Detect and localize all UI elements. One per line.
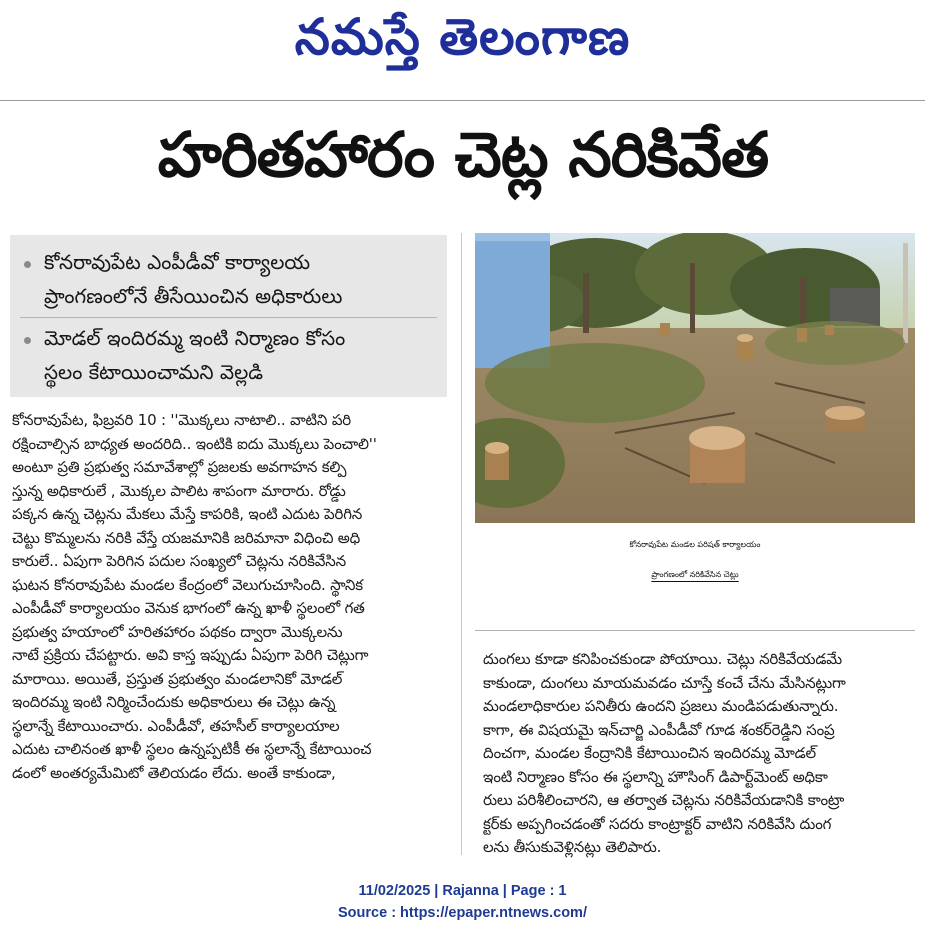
- headline-text: హరితహారం చెట్ల నరికివేత: [157, 118, 769, 191]
- summary-box: [10, 235, 447, 397]
- article-line: పక్కన ఉన్న చెట్లను మేకలు మేస్తే కాపరికి, ఇంటి ఎదుట పెరిగిన: [12, 505, 363, 523]
- summary-line: మోడల్ ఇందిరమ్మ ఇంటి నిర్మాణం కోసం: [44, 326, 346, 350]
- article-line: ఇంటి నిర్మాణం కోసం ఈ స్థలాన్ని హౌసింగ్ డిపార్ట్‌మెంట్ అధికా: [483, 767, 828, 786]
- column-divider: [461, 233, 462, 855]
- summary-line: ప్రాంగణంలోనే తీసేయించిన అధికారులు: [44, 284, 343, 308]
- article-line: లను తీసుకువెళ్లినట్లు తెలిపారు.: [483, 838, 662, 856]
- summary-line: స్థలం కేటాయించామని వెల్లడి: [44, 360, 264, 384]
- article-line: ప్రభుత్వ హయాంలో హరితహారం పథకం ద్వారా మొక్కలను: [12, 622, 343, 641]
- caption-line: ప్రాంగణంలో నరికివేసిన చెట్లు: [651, 570, 739, 579]
- caption-divider: [475, 630, 915, 631]
- newspaper-masthead: [230, 8, 695, 78]
- summary-divider: [20, 317, 437, 318]
- page-footer: [0, 880, 925, 924]
- article-line: డంలో అంతర్యమేమిటో తెలియడం లేదు. అంతే కాకుండా,: [12, 763, 336, 782]
- article-line: ఎంపీడీవో కార్యాలయం వెనుక భాగంలో ఉన్న ఖాళీ స్థలంలో గత: [12, 599, 365, 617]
- caption-line: కోనరావుపేట మండల పరిషత్ కార్యాలయం: [629, 540, 761, 549]
- article-line: మారాయి. అయితే, ప్రస్తుత ప్రభుత్వం మండలానికో మోడల్: [12, 669, 343, 688]
- summary-line: కోనరావుపేట ఎంపీడీవో కార్యాలయ: [44, 250, 311, 274]
- article-right-column: [483, 648, 908, 860]
- article-line: ఇందిరమ్మ ఇంటి నిర్మించేందుకు అధికారులు ఈ చెట్లు ఉన్న: [12, 693, 336, 711]
- summary-item: [10, 245, 447, 313]
- article-line: రులు పరిశీలించారని, ఆ తర్వాత చెట్లను నరికివేయడానికి కాంట్రా: [483, 791, 845, 809]
- article-photo: [475, 233, 915, 523]
- article-line: కాకుండా, దుంగలు మాయమవడం చూస్తే కంచే చేను మేసినట్లుగా: [483, 673, 846, 692]
- edition-info: 11/02/2025 | Rajanna | Page : 1: [358, 883, 567, 899]
- article-line: కారులే.. ఏపుగా పెరిగిన పదుల సంఖ్యలో చెట్లను నరికివేసిన: [12, 552, 346, 570]
- article-line: ఘటన కోనరావుపేట మండల కేంద్రంలో వెలుగుచూసింది. స్థానిక: [12, 575, 363, 594]
- article-line: దించగా, మండల కేంద్రానికి కేటాయించిన ఇందిరమ్మ మోడల్: [483, 744, 816, 762]
- article-line: స్థలాన్నే కేటాయించారు. ఎంపీడీవో, తహసీల్ కార్యాలయాల: [12, 716, 340, 735]
- summary-item: [10, 321, 447, 389]
- article-line: కాగా, ఈ విషయమై ఇన్‌చార్జి ఎంపీడీవో గూడ శంకర్‌రెడ్డిని సంప్ర: [483, 720, 835, 739]
- article-line: రక్షించాల్సిన బాధ్యత అందరిది.. ఇంటికి ఐదు మొక్కలు పెంచాలి'': [12, 434, 377, 453]
- article-line: చెట్టు కొమ్మలను నరికి వేస్తే యజమానికి జరిమానా విధించి అధి: [12, 528, 360, 547]
- article-line: నాటే ప్రక్రియ చేపట్టారు. అవి కాస్త ఇప్పుడు ఏపుగా పెరిగి చెట్లుగా: [12, 646, 369, 664]
- article-line: మండలాధికారుల పనితీరు ఉందని ప్రజలు మండిపడుతున్నారు.: [483, 697, 839, 715]
- bullet-icon: [10, 321, 44, 389]
- article-left-column: [12, 409, 452, 785]
- source-info: Source : https://epaper.ntnews.com/: [338, 905, 587, 921]
- bullet-icon: [10, 245, 44, 313]
- article-line: క్టర్‌కు అప్పగించడంతో సదరు కాంట్రాక్టర్ వాటిని నరికివేసి దుంగ: [483, 814, 832, 833]
- stump-shape: [689, 426, 745, 483]
- article-line: కోనరావుపేట, ఫిబ్రవరి 10 : ''మొక్కలు నాటాలి.. వాటిని పరి: [12, 411, 351, 429]
- article-line: స్తున్న అధికారులే , మొక్కల పాలిట శాపంగా మారారు. రోడ్డు: [12, 481, 346, 500]
- masthead-divider: [0, 100, 925, 101]
- article-line: దుంగలు కూడా కనిపించకుండా పోయాయి. చెట్లు నరికివేయడమే: [483, 650, 842, 668]
- article-line: ఎదుట చాలినంత ఖాళీ స్థలం ఉన్నప్పటికీ ఈ స్థలాన్నే కేటాయించ: [12, 740, 372, 758]
- masthead-title: నమస్తే తెలంగాణ: [294, 7, 631, 66]
- article-line: అంటూ ప్రతి ప్రభుత్వ సమావేశాల్లో ప్రజలకు అవగాహన కల్పి: [12, 458, 347, 476]
- photo-caption: [475, 530, 915, 590]
- headline: [8, 112, 918, 212]
